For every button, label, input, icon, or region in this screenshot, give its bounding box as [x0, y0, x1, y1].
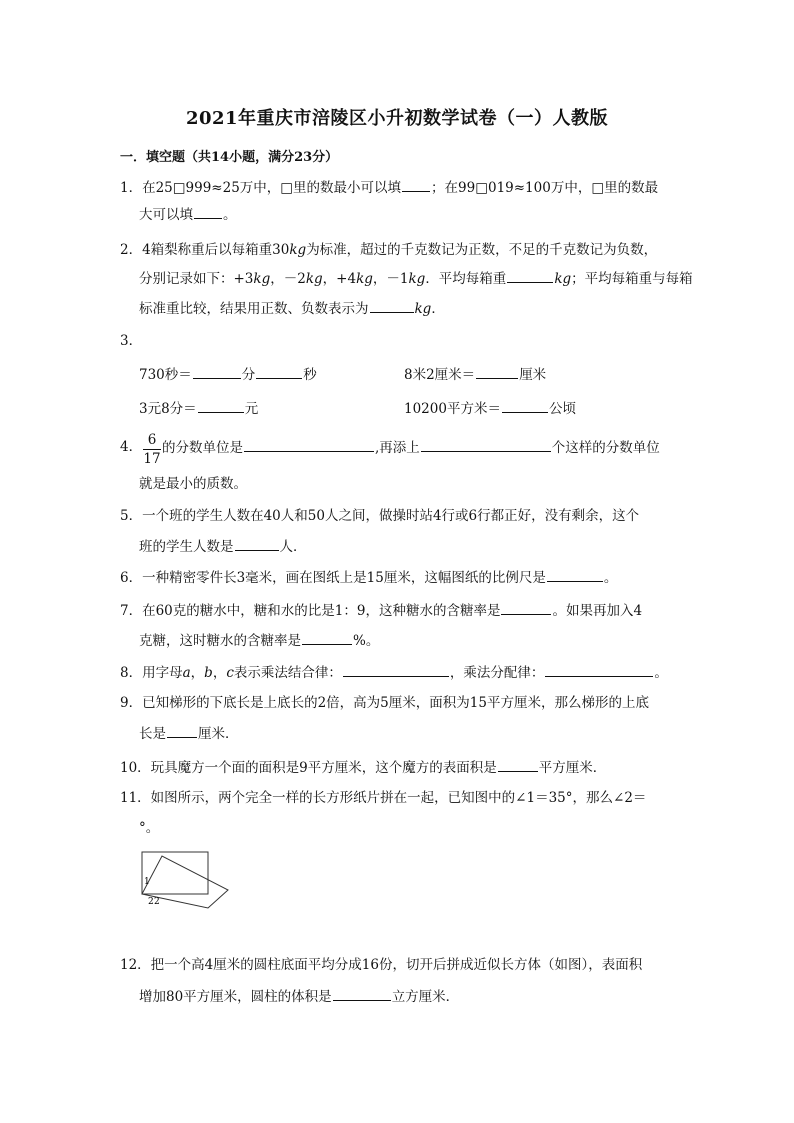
q3-blank-1[interactable] [193, 364, 241, 379]
q10-text-a: 10．玩具魔方一个面的面积是9平方厘米，这个魔方的表面积是 [120, 760, 497, 776]
q2-unit-5: kg [408, 271, 426, 287]
q7-text-a: 7．在60克的糖水中，糖和水的比是1：9，这种糖水的含糖率是 [120, 603, 501, 619]
question-5-line-1: 5．一个班的学生人数在40人和50人之间，做操时站4行或6行都正好，没有剩余，这个 [120, 508, 640, 524]
q3-r2d: 10200平方米＝ [404, 401, 501, 417]
question-7-line-1 [120, 600, 642, 621]
q2-unit-2: kg [253, 271, 271, 287]
q8-blank-2[interactable] [545, 662, 653, 677]
question-5-line-2 [139, 536, 307, 557]
q9-blank-1[interactable] [167, 723, 197, 738]
q8-sep-1: ， [190, 665, 205, 681]
q7-text-c: 克糖，这时糖水的含糖率是 [139, 633, 301, 649]
question-2-line-1 [120, 240, 657, 260]
q6-text-a: 6．一种精密零件长3毫米，画在图纸上是15厘米，这幅图纸的比例尺是 [120, 570, 546, 586]
q3-r1d: 8米2厘米＝ [404, 367, 476, 383]
q8-var-c: c [226, 665, 234, 681]
q3-r2a: 3元8分＝ [139, 401, 197, 417]
q10-text-b: 平方厘米． [538, 760, 607, 776]
q7-text-d: %。 [353, 633, 380, 649]
question-1-line-1 [120, 177, 658, 198]
q2-unit-4: kg [356, 271, 373, 287]
q6-text-b: 。 [603, 570, 618, 586]
q2-unit-3: kg [305, 271, 323, 287]
q3-r1a: 730秒＝ [139, 367, 192, 383]
question-11-line-1: 11．如图所示，两个完全一样的长方形纸片拼在一起，已知图中的∠1＝35°，那么∠2＝ [120, 790, 647, 806]
question-4-number: 4． [120, 439, 143, 455]
question-3-number: 3． [120, 333, 143, 349]
q4-text-b: ,再添上 [375, 440, 420, 456]
q4-blank-1[interactable] [244, 437, 374, 452]
question-2-line-3 [139, 298, 445, 319]
q1-text-d: 。 [223, 207, 237, 223]
q3-r2b: 元 [244, 401, 259, 417]
q9-text-c: 厘米． [198, 726, 239, 742]
question-12-line-2 [139, 986, 459, 1007]
q4-blank-2[interactable] [421, 437, 551, 452]
q2-text-d: ，－2 [270, 271, 306, 287]
question-7-line-2 [139, 630, 379, 651]
q3-r1b: 分 [241, 367, 256, 383]
question-4-line-2: 就是最小的质数。 [139, 476, 247, 492]
question-12-line-1: 12．把一个高4厘米的圆柱底面平均分成16份，切开后拼成近似长方体（如图），表面积 [120, 957, 643, 973]
q4-fraction-numerator: 6 [147, 432, 157, 448]
q6-blank-1[interactable] [547, 567, 603, 582]
question-3-item-3 [139, 398, 258, 419]
question-3-item-1 [139, 364, 317, 385]
angle-2-label-b: 2 [154, 897, 160, 907]
q3-blank-5[interactable] [502, 398, 548, 413]
q3-r1e: 厘米 [519, 367, 547, 383]
q7-blank-2[interactable] [302, 630, 352, 645]
q4-fraction-denominator: 17 [143, 451, 161, 467]
q8-text-b: 表示乘法结合律： [233, 665, 342, 681]
q2-blank-1[interactable] [507, 268, 553, 283]
q8-var-b: b [204, 665, 213, 681]
q5-blank-1[interactable] [235, 536, 279, 551]
q12-text-b: 增加80平方厘米，圆柱的体积是 [139, 989, 332, 1005]
question-10-line-1 [120, 757, 606, 778]
q5-text-c: 人． [279, 539, 307, 555]
q5-text-b: 班的学生人数是 [139, 539, 234, 555]
angle-2-label-a: 2 [148, 897, 154, 907]
q2-text-i: 标准重比较，结果用正数、负数表示为 [139, 301, 369, 317]
q2-text-h: ；平均每箱重与每箱 [571, 271, 693, 287]
q8-var-a: a [182, 665, 191, 681]
page-title: 2021年重庆市涪陵区小升初数学试卷（一）人教版 [185, 108, 609, 129]
q8-sep-2: ， [212, 665, 227, 681]
q3-blank-2[interactable] [256, 364, 302, 379]
question-3-item-4 [404, 398, 576, 419]
q1-text-c: 大可以填 [139, 207, 193, 223]
question-4-line-1 [162, 437, 660, 458]
q1-blank-2[interactable] [194, 204, 222, 219]
q1-blank-1[interactable] [402, 177, 430, 192]
q2-unit-1: kg [289, 242, 307, 258]
q3-blank-3[interactable] [476, 364, 518, 379]
q2-text-e: ，+4 [322, 271, 357, 287]
q2-text-c: 分别记录如下：+3 [139, 271, 254, 287]
angle-1-label: 1 [144, 877, 150, 887]
question-9-line-1: 9．已知梯形的下底长是上底长的2倍，高为5厘米，面积为15平方厘米，那么梯形的上底 [120, 695, 649, 711]
question-9-line-2 [139, 723, 239, 744]
question-8-line-1 [120, 662, 668, 683]
q12-blank-1[interactable] [333, 986, 391, 1001]
question-3-item-2 [404, 364, 546, 385]
q4-text-c: 个这样的分数单位 [551, 440, 660, 456]
q8-text-a: 8．用字母 [120, 665, 183, 681]
q2-text-a: 2．4箱梨称重后以每箱重30 [120, 242, 290, 258]
q12-text-c: 立方厘米． [391, 989, 460, 1005]
q7-blank-1[interactable] [501, 600, 551, 615]
q8-text-c: ，乘法分配律： [449, 665, 545, 681]
q1-text-b: ；在99□019≈100万中，□里的数最 [431, 180, 659, 196]
q3-r1c: 秒 [303, 367, 317, 383]
q8-text-d: 。 [654, 665, 668, 681]
q2-unit-6: kg [554, 271, 572, 287]
q7-text-b: 。如果再加入4 [552, 603, 643, 619]
q3-blank-4[interactable] [198, 398, 244, 413]
rectangle-fold-diagram [138, 850, 230, 910]
question-1-line-2 [139, 204, 237, 225]
question-2-line-2 [139, 268, 693, 289]
q10-blank-1[interactable] [498, 757, 538, 772]
question-6-line-1 [120, 567, 617, 588]
q8-blank-1[interactable] [343, 662, 449, 677]
q3-r2e: 公顷 [548, 401, 576, 417]
q9-text-b: 长是 [139, 726, 166, 742]
upper-rectangle [142, 852, 208, 894]
q4-fraction [143, 432, 161, 467]
q2-text-b: 为标准，超过的千克数记为正数，不足的千克数记为负数， [306, 242, 658, 258]
q4-text-a: 的分数单位是 [162, 440, 243, 456]
q2-blank-2[interactable] [370, 298, 414, 313]
q2-text-f: ，－1 [372, 271, 409, 287]
q4-fraction-bar [143, 449, 161, 450]
section-heading: 一．填空题（共14小题，满分23分） [120, 150, 339, 165]
q1-text-a: 1．在25□999≈25万中，□里的数最小可以填 [120, 180, 402, 196]
q2-unit-7: kg [414, 301, 432, 317]
rectangle-fold-figure [138, 850, 230, 914]
q2-text-j: ． [431, 301, 445, 317]
q2-text-g: ．平均每箱重 [425, 271, 507, 287]
question-11-line-2: °。 [139, 820, 160, 836]
